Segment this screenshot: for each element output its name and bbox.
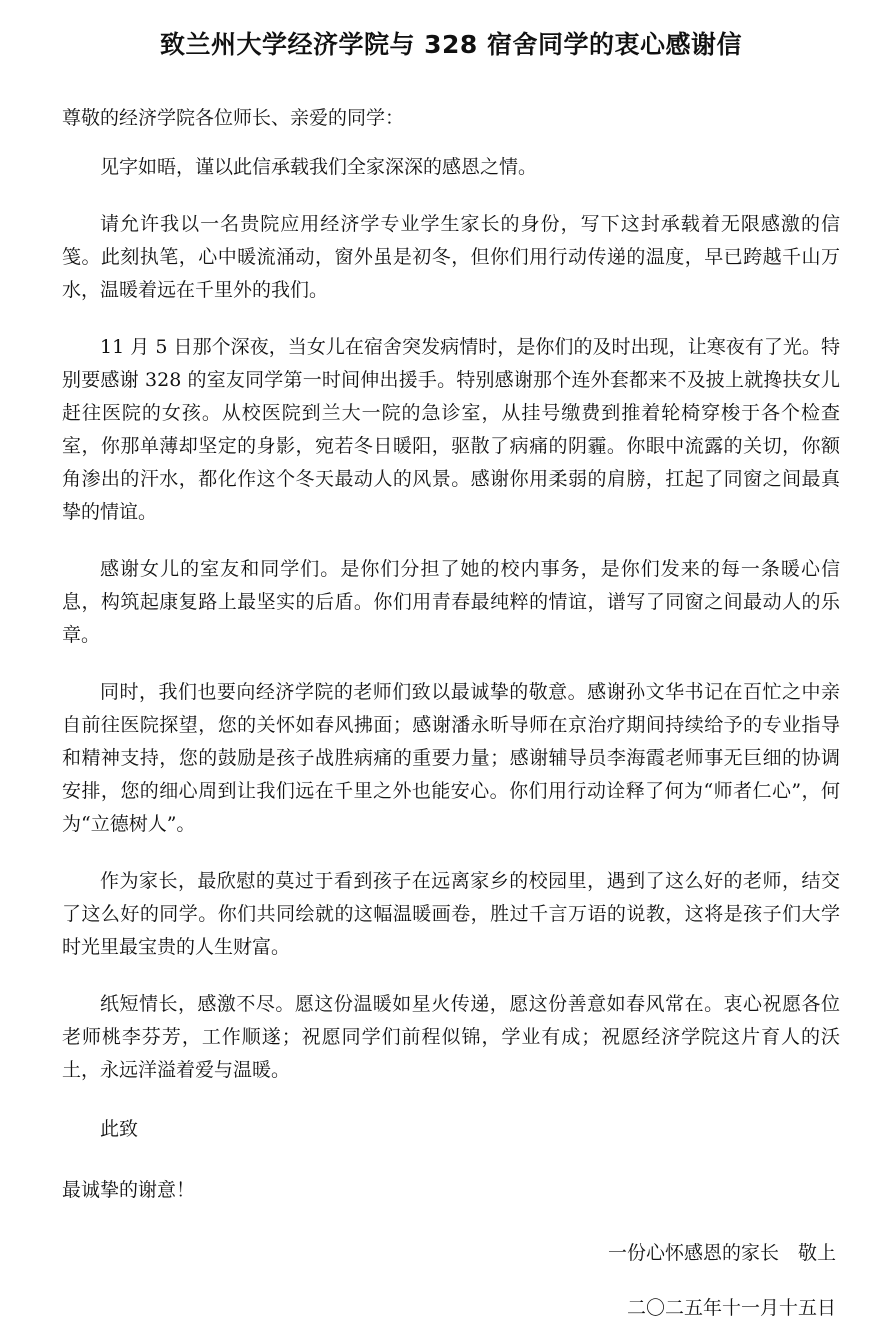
letter-date: 二〇二五年十一月十五日	[626, 1297, 836, 1319]
regards-line: 最诚挚的谢意！	[62, 1179, 196, 1201]
paragraph-introduction: 请允许我以一名贵院应用经济学专业学生家长的身份，写下这封承载着无限感激的信笺。此刻执笔，心中暖流涌动，窗外虽是初冬，但你们用行动传递的温度，早已跨越千山万水，温暖着远在千里外的我们。	[62, 213, 840, 301]
paragraph-teachers-thanks: 同时，我们也要向经济学院的老师们致以最诚挚的敬意。感谢孙文华书记在百忙之中亲自前往医院探望，您的关怀如春风拂面；感谢潘永昕导师在京治疗期间持续给予的专业指导和精神支持，您的鼓励是孩子战胜病痛的重要力量；感谢辅导员李海霞老师事无巨细的协调安排，您的细心周到让我们远在千里之外也能安心。你们用行动诠释了何为“师者仁心”，何为“立德树人”。	[62, 681, 840, 835]
paragraph-parent-reflection: 作为家长，最欣慰的莫过于看到孩子在远离家乡的校园里，遇到了这么好的老师，结交了这么好的同学。你们共同绘就的这幅温暖画卷，胜过千言万语的说教，这将是孩子们大学时光里最宝贵的人生财富。	[62, 870, 840, 958]
paragraph-wishes: 纸短情长，感激不尽。愿这份温暖如星火传递，愿这份善意如春风常在。衷心祝愿各位老师桃李芬芳，工作顺遂；祝愿同学们前程似锦，学业有成；祝愿经济学院这片育人的沃土，永远洋溢着爱与温暖。	[62, 993, 840, 1081]
paragraph-roommates-help: 11 月 5 日那个深夜，当女儿在宿舍突发病情时，是你们的及时出现，让寒夜有了光。特别要感谢 328 的室友同学第一时间伸出援手。特别感谢那个连外套都来不及披上就搀扶女儿赶往医院的女孩。从校医院到兰大一院的急诊室，从挂号缴费到推着轮椅穿梭于各个检查室，你那单薄却坚定的身影，宛若冬日暖阳，驱散了病痛的阴霾。你眼中流露的关切，你额角渗出的汗水，都化作这个冬天最动人的风景。感谢你用柔弱的肩膀，扛起了同窗之间最真挚的情谊。	[62, 336, 840, 523]
signature: 一份心怀感恩的家长 敬上	[607, 1242, 836, 1264]
letter-title: 致兰州大学经济学院与 328 宿舍同学的衷心感谢信	[159, 30, 743, 59]
closing-line: 此致	[100, 1118, 139, 1140]
salutation: 尊敬的经济学院各位师长、亲爱的同学：	[62, 107, 405, 129]
paragraph-classmates-thanks: 感谢女儿的室友和同学们。是你们分担了她的校内事务，是你们发来的每一条暖心信息，构筑起康复路上最坚实的后盾。你们用青春最纯粹的情谊，谱写了同窗之间最动人的乐章。	[62, 558, 840, 646]
paragraph-greeting: 见字如晤，谨以此信承载我们全家深深的感恩之情。	[100, 156, 538, 178]
